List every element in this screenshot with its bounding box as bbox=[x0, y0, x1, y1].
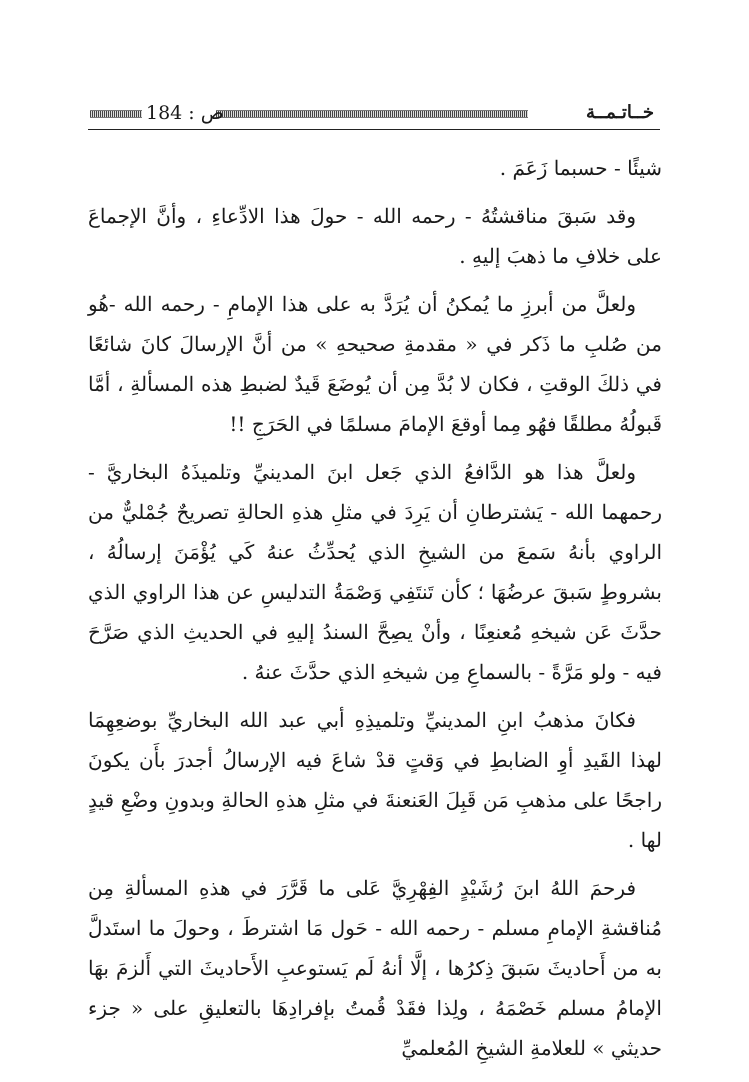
paragraph-3: ولعلَّ من أبرزِ ما يُمكنُ أن يُرَدَّ به على هذا الإمامِ - رحمه الله -هُو من صُلبِ ما ذَكر في « مقدمةِ صحيحهِ » من أنَّ الإرسالَ كانَ شائعًا في ذلكَ الوقتِ ، فكان لا بُدَّ مِن أن يُوضَعَ قَيدٌ لضبطِ هذه المسألةِ ، أمَّا قَبولُهُ مطلقًا فهُو مِما أوقعَ الإمامَ مسلمًا في الحَرَجِ !! bbox=[88, 292, 662, 436]
header-ornament-bar-left bbox=[90, 110, 142, 118]
paragraph-1: شيئًا - حسبما زَعَمَ . bbox=[499, 156, 662, 180]
running-header bbox=[88, 96, 660, 130]
paragraph-2: وقد سَبقَ مناقشتُهُ - رحمه الله - حولَ هذا الادِّعاءِ ، وأنَّ الإجماعَ على خلافِ ما ذهبَ إليهِ . bbox=[88, 204, 662, 268]
header-ornament-bar bbox=[216, 110, 528, 118]
paragraph-6: فرحمَ اللهُ ابنَ رُشَيْدٍ الفِهْرِيَّ عَلى ما قَرَّرَ في هذهِ المسألةِ مِن مُناقشةِ الإمامِ مسلم - رحمه الله - حَول مَا اشترطَ ، وحولَ ما استَدلَّ به من أَحاديثَ سَبقَ ذِكرُها ، إلَّا أنهُ لَم يَستوعبِ الأَحاديثَ التي أَلزمَ بهَا الإمامُ مسلم خَصْمَهُ ، ولِذا فقَدْ قُمتُ بإفرادِهَا بالتعليقِ على « جزء حديثي » للعلامةِ الشيخِ المُعلميِّ bbox=[88, 876, 662, 1060]
page-number: ص : 184 bbox=[146, 102, 224, 124]
header-title: خــاتـمــة bbox=[585, 102, 654, 123]
paragraph-5: فكانَ مذهبُ ابنِ المدينيِّ وتلميذِهِ أبي عبد الله البخاريِّ بوضعِهِمَا لهذا القَيدِ أوِ الضابطِ في وَقتٍ قدْ شاعَ فيه الإرسالُ أجدرَ بأَن يكونَ راجحًا على مذهبِ مَن قَبِلَ العَنعنةَ في مثلِ هذهِ الحالةِ وبدونِ وضْعِ قيدٍ لها . bbox=[88, 708, 662, 852]
paragraph-4: ولعلَّ هذا هو الدَّافعُ الذي جَعل ابنَ المدينيِّ وتلميذَهُ البخاريَّ - رحمهما الله - يَشترطانِ أن يَرِدَ في مثلِ هذهِ الحالةِ تصريحٌ جُمْليٌّ من الراوي بأنهُ سَمعَ من الشيخِ الذي يُحدِّثُ عنهُ كَي يُؤْمَنَ إرسالُهُ ، بشروطٍ سَبقَ عرضُهَا ؛ كأن تَنتَفِي وَصْمَةُ التدليسِ عن هذا الراوي الذي حدَّثَ عَن شيخهِ مُعنعِنًا ، وأنْ يصِحَّ السندُ إليهِ في الحديثِ الذي صَرَّحَ فيه - ولو مَرَّةً - بالسماعِ مِن شيخهِ الذي حدَّثَ عنهُ . bbox=[88, 460, 662, 684]
page-body bbox=[88, 148, 662, 1076]
header-rule bbox=[88, 129, 660, 130]
